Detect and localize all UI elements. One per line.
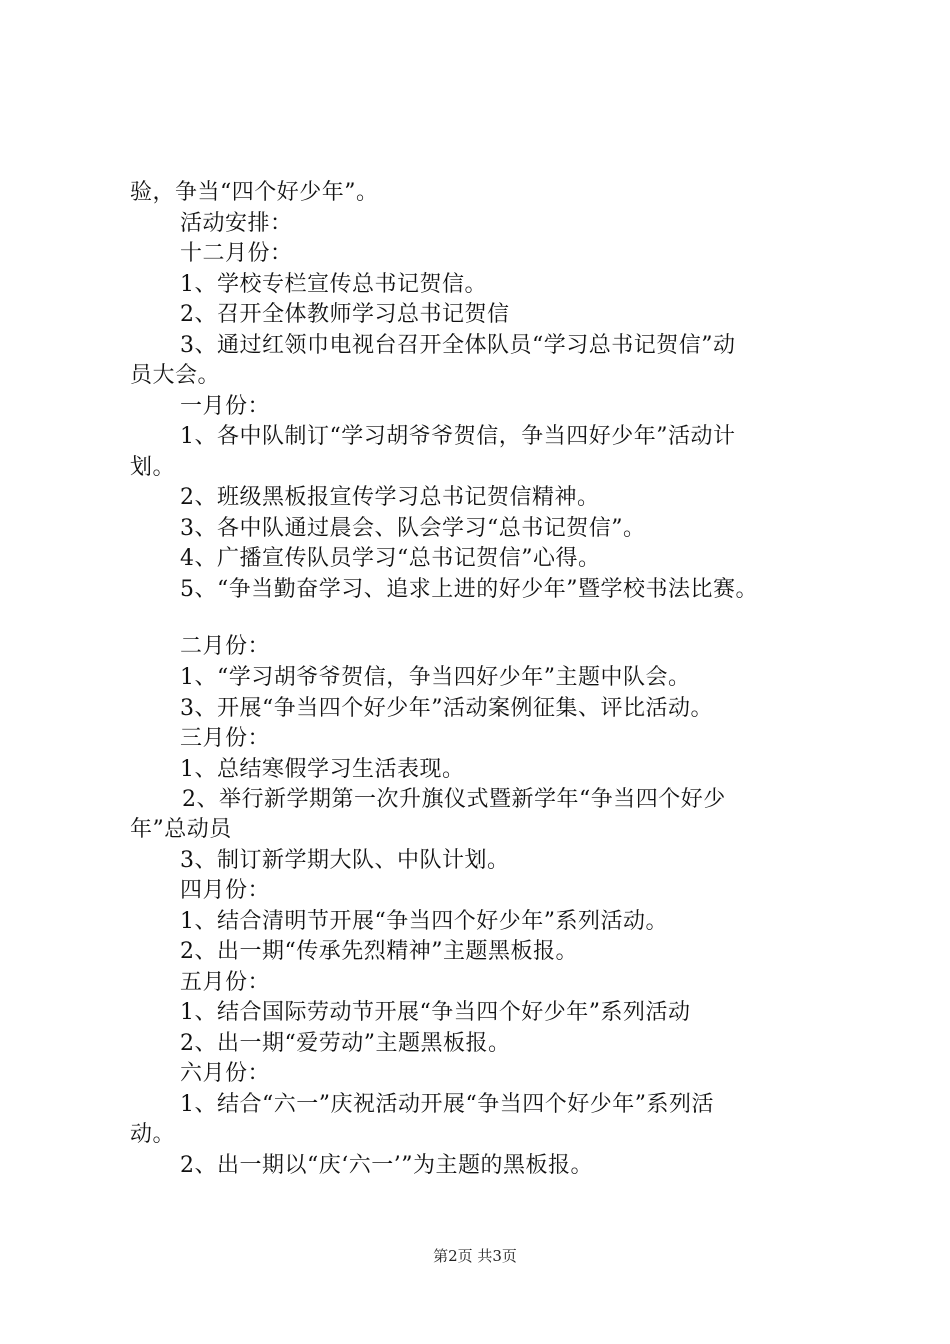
page-number-footer: 第2页 共3页 bbox=[433, 1247, 517, 1265]
text-line-19: 1、总结寒假学习生活表现。 bbox=[180, 757, 465, 782]
text-line-7: 员大会。 bbox=[130, 363, 221, 388]
text-line-30: 1、结合“六一”庆祝活动开展“争当四个好少年”系列活 bbox=[180, 1092, 714, 1117]
text-line-14: 5、“争当勤奋学习、追求上进的好少年”暨学校书法比赛。 bbox=[180, 577, 758, 602]
text-line-2: 活动安排： bbox=[180, 211, 293, 236]
text-line-6: 3、通过红领巾电视台召开全体队员“学习总书记贺信”动 bbox=[180, 333, 736, 358]
text-line-5: 2、召开全体教师学习总书记贺信 bbox=[180, 302, 510, 327]
text-line-11: 2、班级黑板报宣传学习总书记贺信精神。 bbox=[180, 485, 600, 510]
text-line-31: 动。 bbox=[130, 1122, 176, 1147]
text-line-26: 五月份： bbox=[180, 970, 271, 995]
text-line-27: 1、结合国际劳动节开展“争当四个好少年”系列活动 bbox=[180, 1000, 691, 1025]
text-line-24: 1、结合清明节开展“争当四个好少年”系列活动。 bbox=[180, 909, 668, 934]
text-line-32: 2、出一期以“庆‘六一’”为主题的黑板报。 bbox=[180, 1153, 593, 1178]
text-line-17: 3、开展“争当四个好少年”活动案例征集、评比活动。 bbox=[180, 696, 713, 721]
text-line-3: 十二月份： bbox=[180, 241, 293, 266]
text-line-1: 验，争当“四个好少年”。 bbox=[130, 180, 379, 205]
text-line-28: 2、出一期“爱劳动”主题黑板报。 bbox=[180, 1031, 511, 1056]
text-line-15: 二月份： bbox=[180, 634, 271, 659]
text-line-13: 4、广播宣传队员学习“总书记贺信”心得。 bbox=[180, 546, 601, 571]
text-line-25: 2、出一期“传承先烈精神”主题黑板报。 bbox=[180, 939, 578, 964]
text-line-8: 一月份： bbox=[180, 394, 271, 419]
text-line-20: 2、举行新学期第一次升旗仪式暨新学年“争当四个好少 bbox=[182, 787, 726, 812]
text-line-29: 六月份： bbox=[180, 1061, 271, 1086]
text-line-23: 四月份： bbox=[180, 878, 271, 903]
text-line-4: 1、学校专栏宣传总书记贺信。 bbox=[180, 272, 487, 297]
text-line-21: 年”总动员 bbox=[130, 817, 232, 842]
text-line-9: 1、各中队制订“学习胡爷爷贺信，争当四好少年”活动计 bbox=[180, 424, 736, 449]
text-line-10: 划。 bbox=[130, 455, 176, 480]
text-line-22: 3、制订新学期大队、中队计划。 bbox=[180, 848, 510, 873]
text-line-18: 三月份： bbox=[180, 726, 271, 751]
text-line-16: 1、“学习胡爷爷贺信，争当四好少年”主题中队会。 bbox=[180, 665, 691, 690]
text-line-12: 3、各中队通过晨会、队会学习“总书记贺信”。 bbox=[180, 516, 646, 541]
